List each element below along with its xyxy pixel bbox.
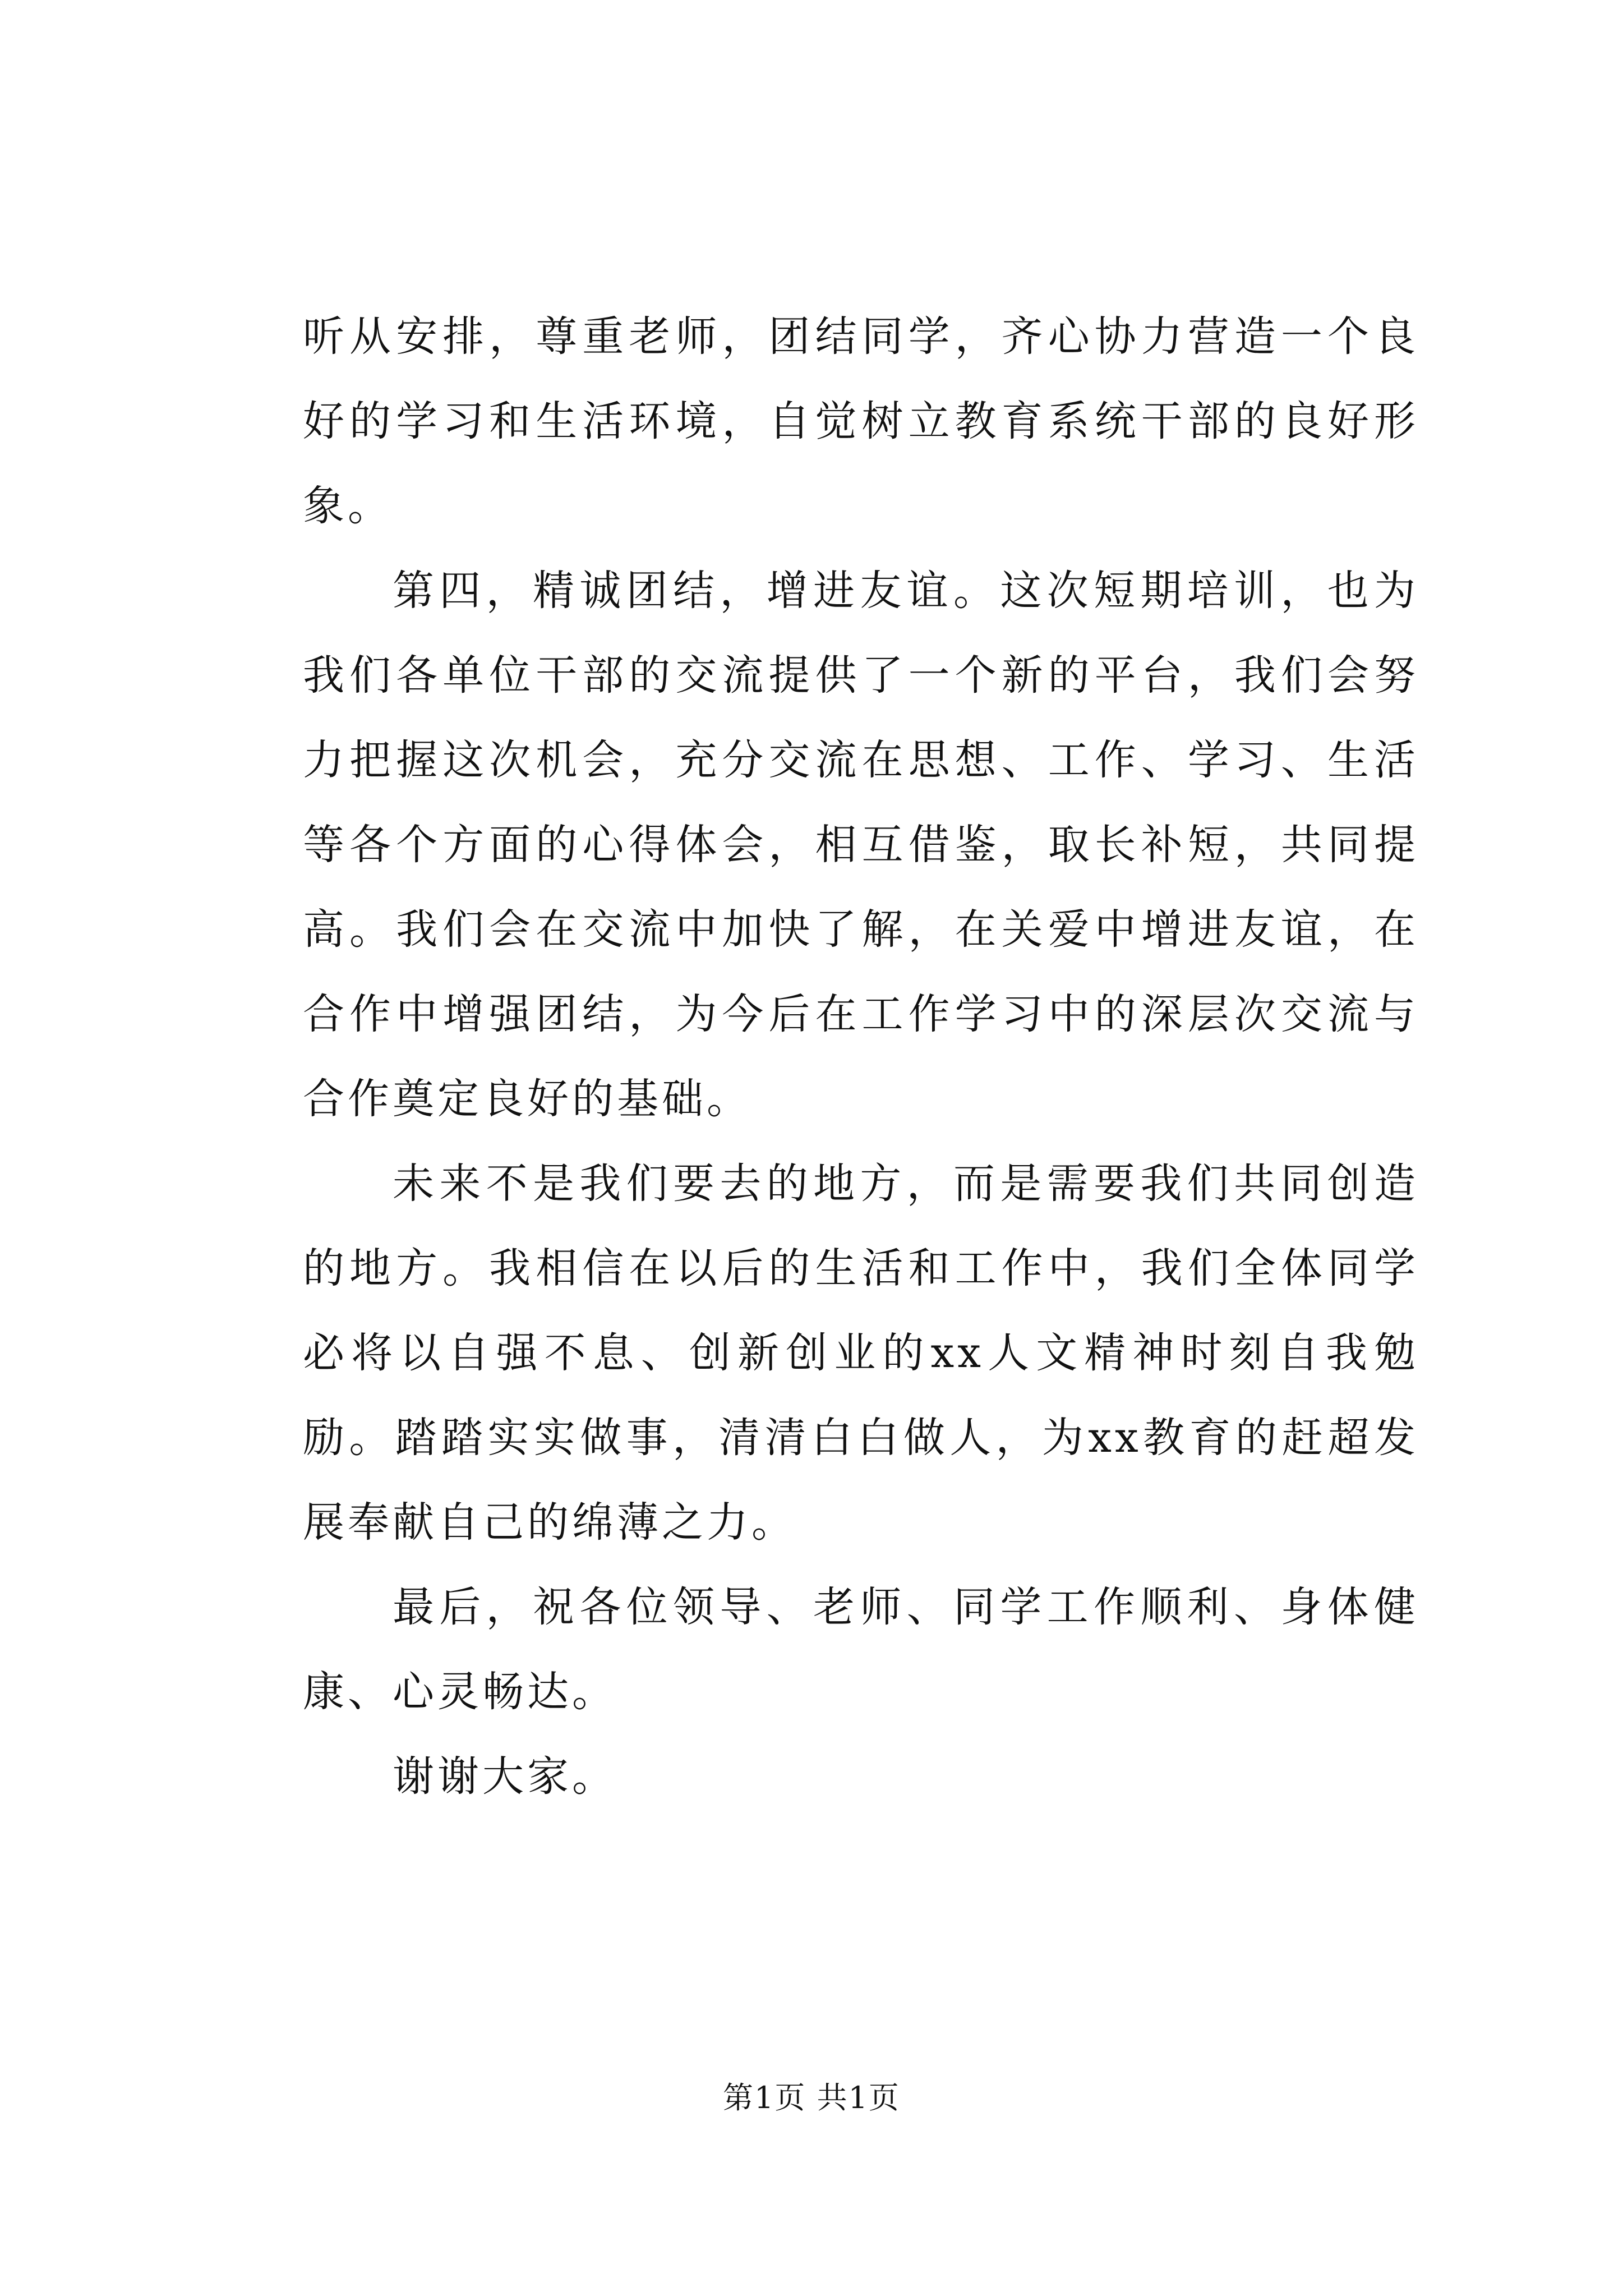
document-body	[303, 295, 1419, 1819]
paragraph-fourth-point: 第四，精诚团结，增进友谊。这次短期培训，也为我们各单位干部的交流提供了一个新的平台，我们会努力把握这次机会，充分交流在思想、工作、学习、生活等各个方面的心得体会，相互借鉴，取长补短，共同提高。我们会在交流中加快了解，在关爱中增进友谊，在合作中增强团结，为今后在工作学习中的深层次交流与合作奠定良好的基础。	[303, 567, 1419, 1123]
paragraph-continuation: 听从安排，尊重老师，团结同学，齐心协力营造一个良好的学习和生活环境，自觉树立教育系统干部的良好形象。	[303, 312, 1419, 530]
paragraph-thanks: 谢谢大家。	[393, 1752, 617, 1801]
paragraph-future: 未来不是我们要去的地方，而是需要我们共同创造的地方。我相信在以后的生活和工作中，我们全体同学必将以自强不息、创新创业的xx人文精神时刻自我勉励。踏踏实实做事，清清白白做人，为xx教育的赶超发展奉献自己的绵薄之力。	[303, 1159, 1419, 1547]
page-number-footer: 第1页 共1页	[723, 2080, 900, 2115]
paragraph-closing-wishes: 最后，祝各位领导、老师、同学工作顺利、身体健康、心灵畅达。	[303, 1583, 1419, 1716]
